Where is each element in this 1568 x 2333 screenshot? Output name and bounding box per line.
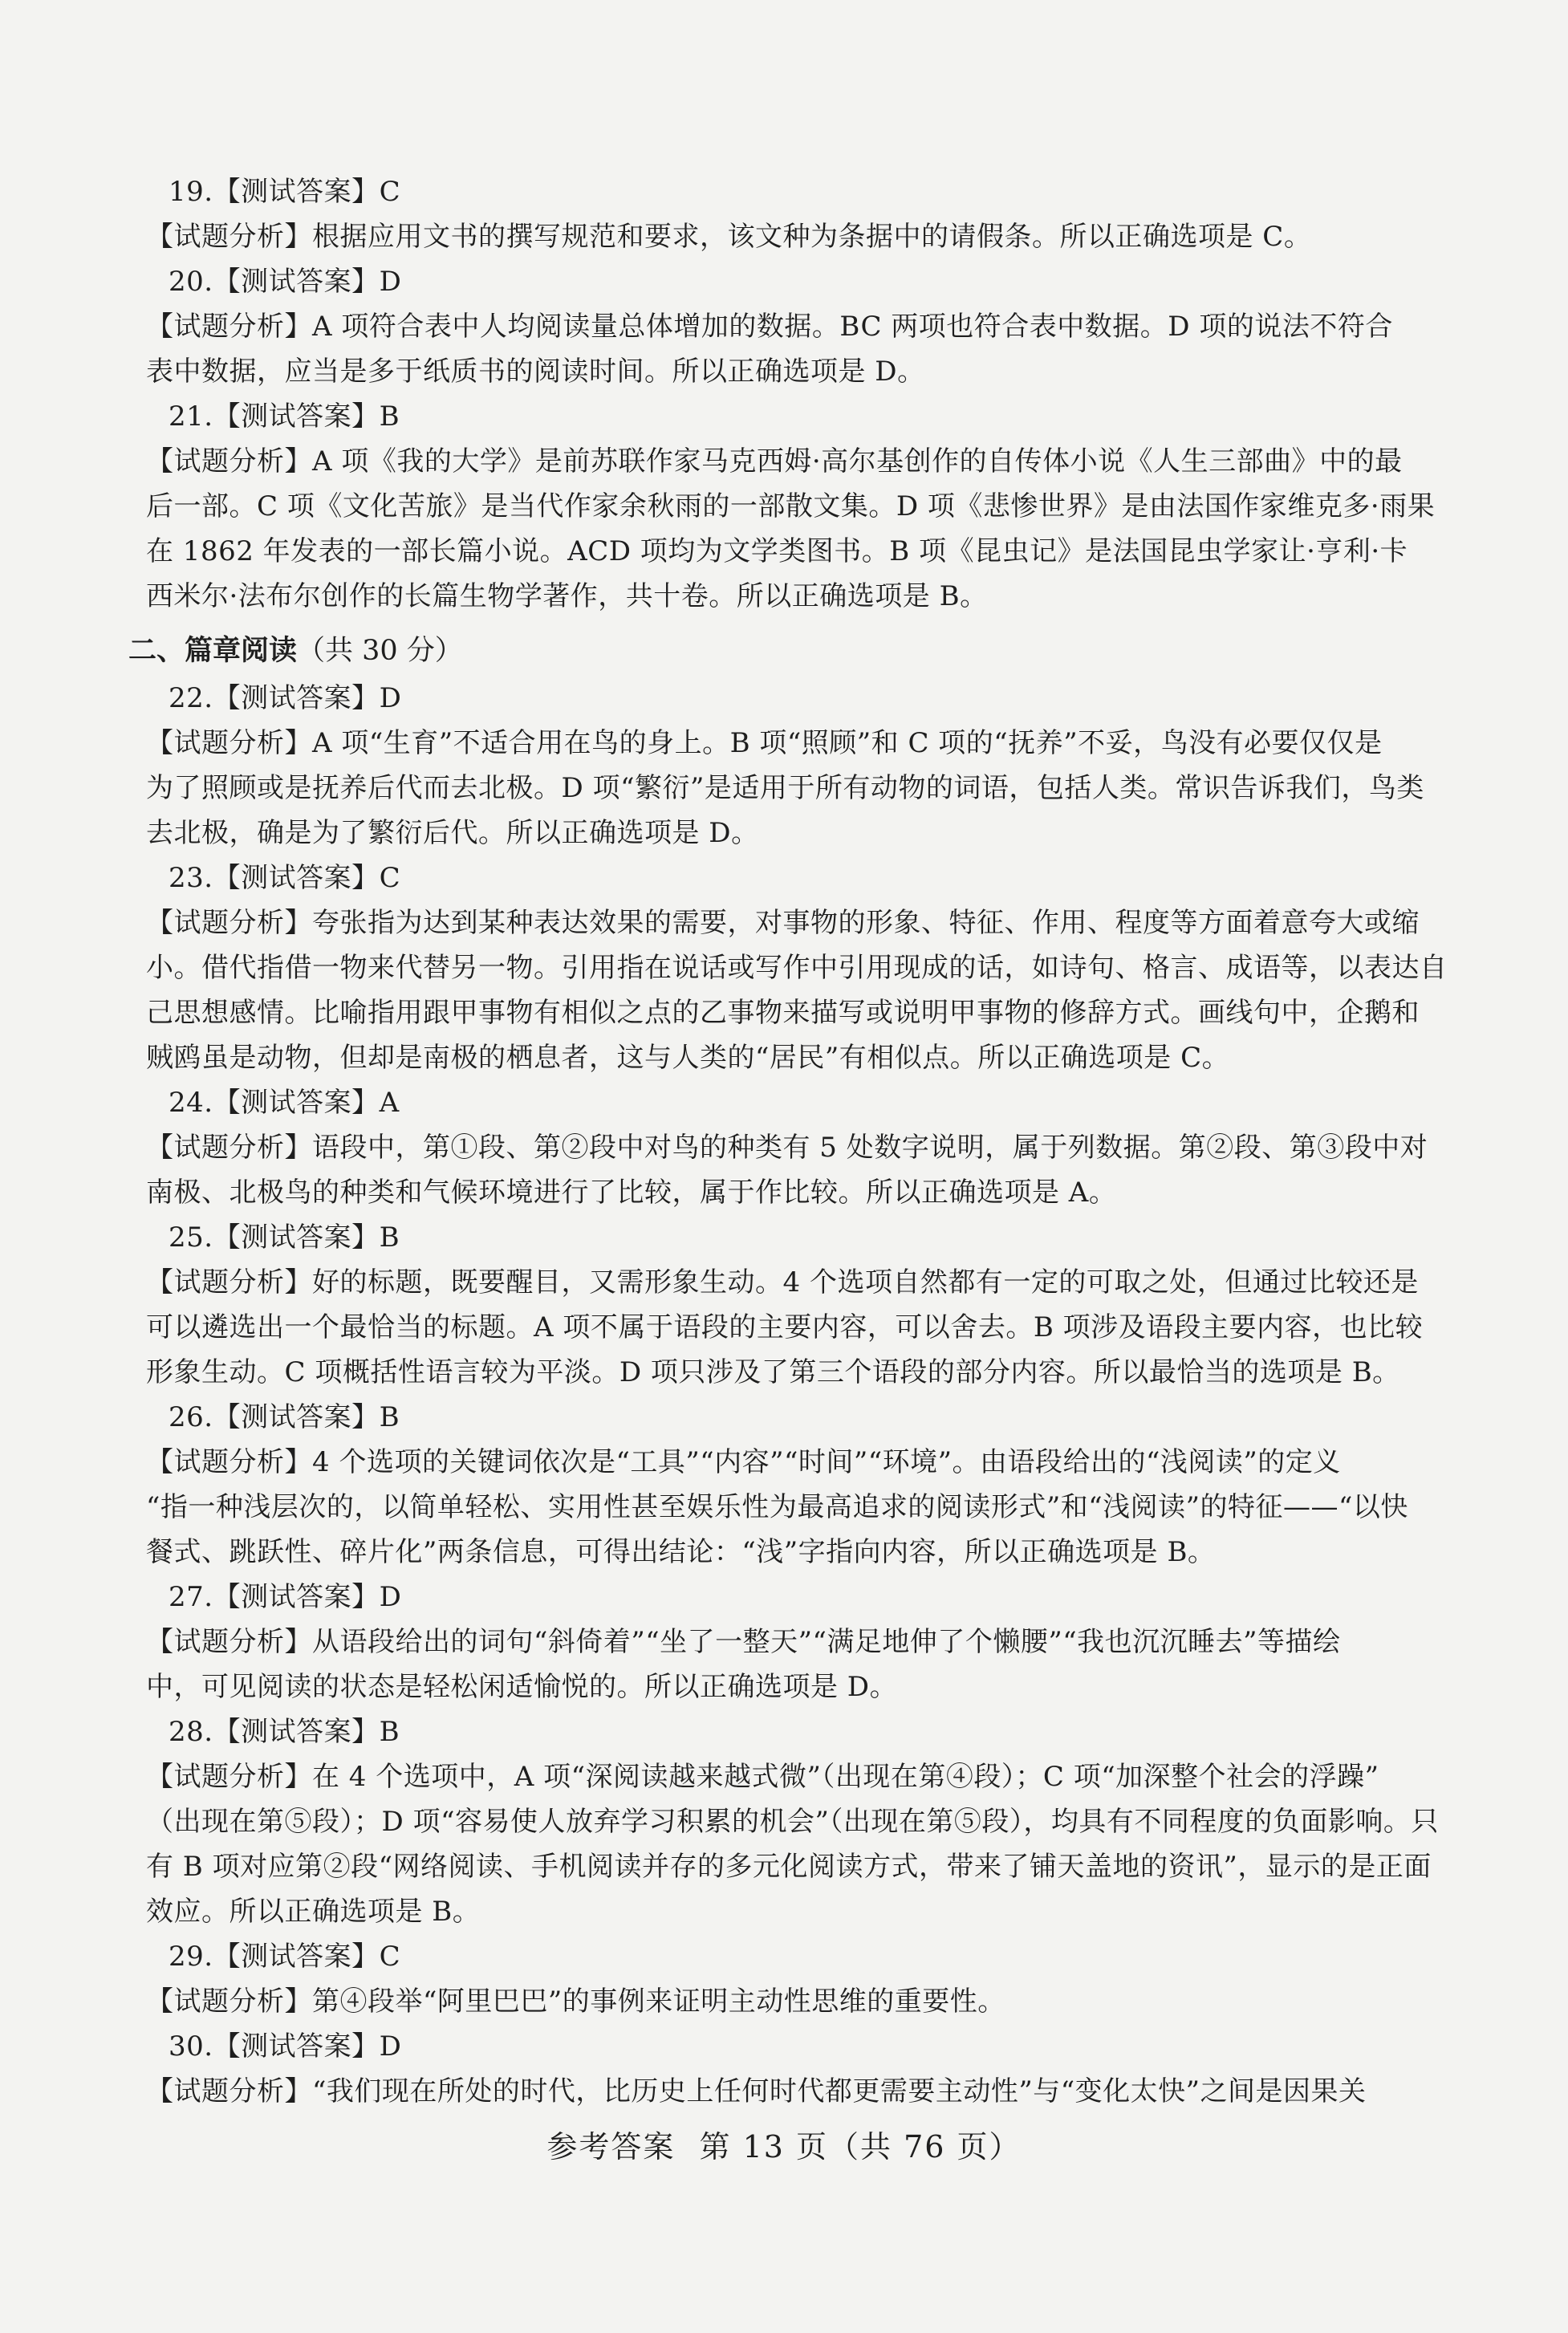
answer-line: 21.【测试答案】B: [169, 400, 400, 433]
analysis-continuation: 贼鸥虽是动物，但却是南极的栖息者，这与人类的“居民”有相似点。所以正确选项是 C。: [146, 1042, 1230, 1074]
answer-line: 30.【测试答案】D: [169, 2030, 402, 2063]
analysis-line: 【试题分析】好的标题，既要醒目，又需形象生动。4 个选项自然都有一定的可取之处，但通过比较还是: [146, 1266, 1419, 1299]
analysis-continuation: 效应。所以正确选项是 B。: [146, 1896, 481, 1928]
analysis-line: 【试题分析】4 个选项的关键词依次是“工具”“内容”“时间”“环境”。由语段给出的“浅阅读”的定义: [146, 1446, 1341, 1478]
analysis-continuation: 己思想感情。比喻指用跟甲事物有相似之点的乙事物来描写或说明甲事物的修辞方式。画线句中，企鹅和: [146, 997, 1420, 1029]
analysis-continuation: 形象生动。C 项概括性语言较为平淡。D 项只涉及了第三个语段的部分内容。所以最恰当的选项是 B。: [146, 1356, 1400, 1388]
analysis-line: 【试题分析】根据应用文书的撰写规范和要求，该文种为条据中的请假条。所以正确选项是 C。: [146, 221, 1312, 253]
analysis-continuation: 餐式、跳跃性、碎片化”两条信息，可得出结论：“浅”字指向内容，所以正确选项是 B。: [146, 1536, 1216, 1568]
answer-line: 25.【测试答案】B: [169, 1221, 400, 1254]
answer-line: 23.【测试答案】C: [169, 862, 401, 894]
analysis-line: 【试题分析】夸张指为达到某种表达效果的需要，对事物的形象、特征、作用、程度等方面着意夸大或缩: [146, 907, 1420, 939]
analysis-continuation: 小。借代指借一物来代替另一物。引用指在说话或写作中引用现成的话，如诗句、格言、成语等，以表达自: [146, 952, 1448, 984]
page-number: 第 13 页（共 76 页）: [699, 2129, 1022, 2164]
analysis-line: 【试题分析】语段中，第①段、第②段中对鸟的种类有 5 处数字说明，属于列数据。第②段、第③段中对: [146, 1132, 1428, 1164]
analysis-continuation: 为了照顾或是抚养后代而去北极。D 项“繁衍”是适用于所有动物的词语，包括人类。常识告诉我们，鸟类: [146, 772, 1424, 804]
answer-line: 24.【测试答案】A: [169, 1087, 400, 1119]
answer-line: 19.【测试答案】C: [169, 176, 401, 208]
analysis-continuation: （出现在第⑤段）；D 项“容易使人放弃学习积累的机会”（出现在第⑤段），均具有不同程度的负面影响。只: [146, 1806, 1439, 1838]
analysis-continuation: 表中数据，应当是多于纸质书的阅读时间。所以正确选项是 D。: [146, 356, 925, 388]
analysis-line: 【试题分析】A 项符合表中人均阅读量总体增加的数据。BC 两项也符合表中数据。D 项的说法不符合: [146, 311, 1393, 343]
analysis-line: 【试题分析】“我们现在所处的时代，比历史上任何时代都更需要主动性”与“变化太快”之间是因果关: [146, 2075, 1367, 2107]
page-footer: [0, 2122, 1568, 2166]
answer-line: 22.【测试答案】D: [169, 682, 402, 714]
analysis-continuation: 南极、北极鸟的种类和气候环境进行了比较，属于作比较。所以正确选项是 A。: [146, 1177, 1117, 1209]
analysis-line: 【试题分析】A 项“生育”不适合用在鸟的身上。B 项“照顾”和 C 项的“抚养”不妥，鸟没有必要仅仅是: [146, 727, 1383, 759]
analysis-line: 【试题分析】从语段给出的词句“斜倚着”“坐了一整天”“满足地伸了个懒腰”“我也沉沉睡去”等描绘: [146, 1626, 1341, 1658]
analysis-continuation: 有 B 项对应第②段“网络阅读、手机阅读并存的多元化阅读方式，带来了铺天盖地的资讯”，显示的是正面: [146, 1851, 1432, 1883]
answer-line: 27.【测试答案】D: [169, 1581, 402, 1613]
analysis-continuation: 中，可见阅读的状态是轻松闲适愉悦的。所以正确选项是 D。: [146, 1671, 898, 1703]
answer-content: [128, 170, 1448, 2112]
answer-line: 20.【测试答案】D: [169, 266, 402, 298]
section-score: （共 30 分）: [297, 635, 463, 667]
analysis-continuation: 后一部。C 项《文化苦旅》是当代作家余秋雨的一部散文集。D 项《悲惨世界》是由法国作家维克多·雨果: [146, 490, 1436, 522]
analysis-continuation: 可以遴选出一个最恰当的标题。A 项不属于语段的主要内容，可以舍去。B 项涉及语段主要内容，也比较: [146, 1311, 1424, 1343]
answer-line: 28.【测试答案】B: [169, 1716, 400, 1748]
section-heading: [128, 628, 463, 675]
analysis-line: 【试题分析】第④段举“阿里巴巴”的事例来证明主动性思维的重要性。: [146, 1985, 1005, 2018]
answer-line: 26.【测试答案】B: [169, 1401, 400, 1433]
analysis-line: 【试题分析】A 项《我的大学》是前苏联作家马克西姆·高尔基创作的自传体小说《人生三部曲》中的最: [146, 445, 1403, 478]
analysis-continuation: 去北极，确是为了繁衍后代。所以正确选项是 D。: [146, 817, 759, 849]
analysis-continuation: 在 1862 年发表的一部长篇小说。ACD 项均为文学类图书。B 项《昆虫记》是法国昆虫学家让·亨利·卡: [146, 535, 1408, 567]
analysis-continuation: “指一种浅层次的，以简单轻松、实用性甚至娱乐性为最高追求的阅读形式”和“浅阅读”的特征——“以快: [146, 1491, 1408, 1523]
footer-label: 参考答案: [546, 2129, 676, 2164]
section-title: 二、篇章阅读: [128, 635, 298, 667]
analysis-continuation: 西米尔·法布尔创作的长篇生物学著作，共十卷。所以正确选项是 B。: [146, 580, 988, 612]
analysis-line: 【试题分析】在 4 个选项中，A 项“深阅读越来越式微”（出现在第④段）；C 项“加深整个社会的浮躁”: [146, 1761, 1379, 1793]
answer-line: 29.【测试答案】C: [169, 1941, 401, 1973]
